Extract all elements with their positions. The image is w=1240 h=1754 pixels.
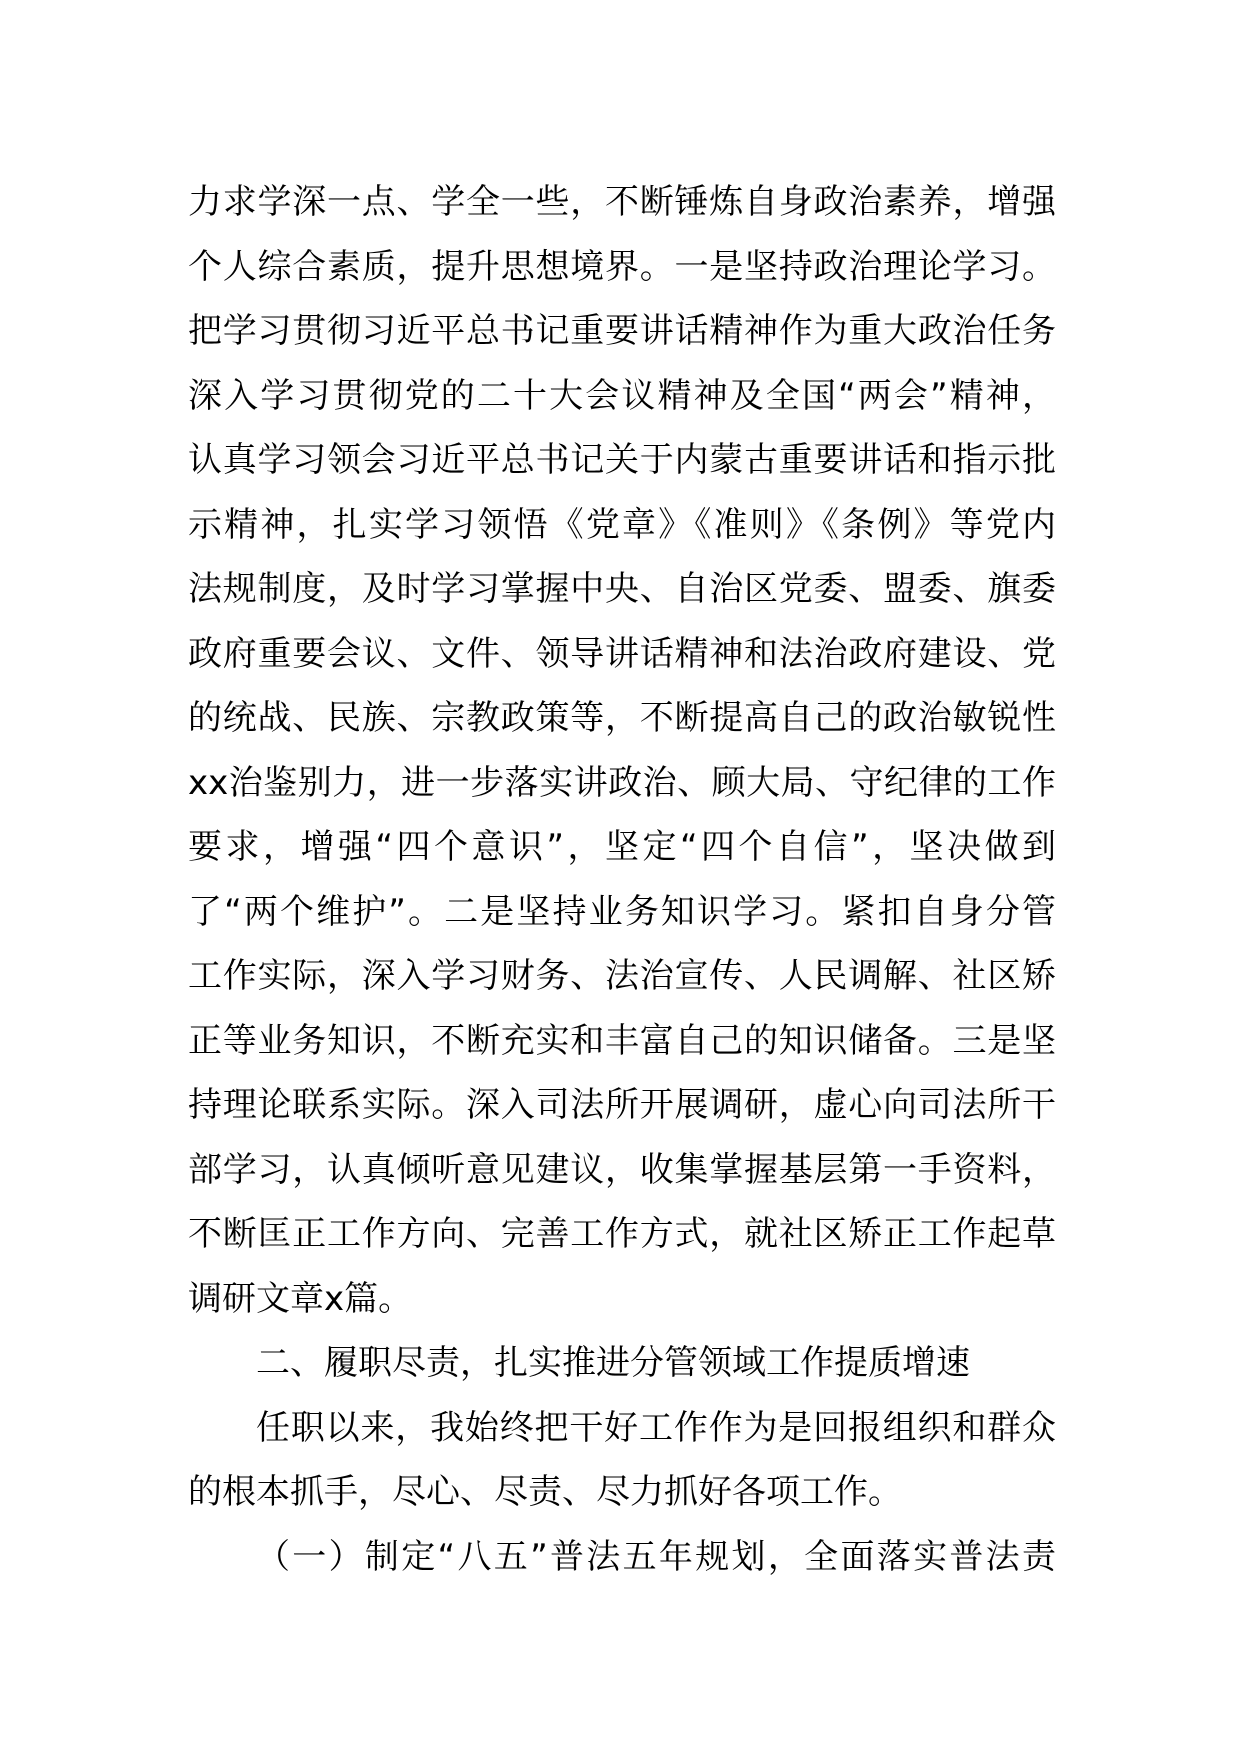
section-heading: 二、履职尽责，扎实推进分管领域工作提质增速	[256, 1343, 970, 1383]
body-line: 要求，增强“四个意识”，坚定“四个自信”，坚决做到	[188, 827, 1056, 867]
body-line: 力求学深一点、学全一些，不断锤炼自身政治素养，增强	[188, 182, 1056, 222]
body-line: 认真学习领会习近平总书记关于内蒙古重要讲话和指示批	[188, 440, 1056, 480]
body-line: 不断匡正工作方向、完善工作方式，就社区矫正工作起草	[188, 1214, 1056, 1254]
body-line: xx治鉴别力，进一步落实讲政治、顾大局、守纪律的工作	[188, 762, 1056, 803]
body-line: 了“两个维护”。二是坚持业务知识学习。紧扣自身分管	[188, 891, 1056, 932]
body-line: 正等业务知识，不断充实和丰富自己的知识储备。三是坚	[188, 1020, 1056, 1061]
body-line: 示精神，扎实学习领悟《党章》《准则》《条例》等党内	[188, 504, 1056, 545]
body-line: 个人综合素质，提升思想境界。一是坚持政治理论学习。	[188, 246, 1056, 287]
paragraph-line: 的根本抓手，尽心、尽责、尽力抓好各项工作。	[188, 1472, 902, 1512]
body-line: 的统战、民族、宗教政策等，不断提高自己的政治敏锐性	[188, 698, 1056, 738]
body-line: 深入学习贯彻党的二十大会议精神及全国“两会”精神，	[188, 375, 1056, 416]
body-line: 工作实际，深入学习财务、法治宣传、人民调解、社区矫	[188, 956, 1056, 996]
document-body	[188, 170, 1056, 1589]
body-line: 部学习，认真倾听意见建议，收集掌握基层第一手资料，	[188, 1149, 1056, 1190]
body-line: 法规制度，及时学习掌握中央、自治区党委、盟委、旗委	[188, 569, 1056, 609]
body-line: 政府重要会议、文件、领导讲话精神和法治政府建设、党	[188, 633, 1056, 674]
body-line: 调研文章x篇。	[188, 1278, 413, 1319]
subsection-heading: （一）制定“八五”普法五年规划，全面落实普法责	[256, 1536, 1056, 1577]
body-line: 持理论联系实际。深入司法所开展调研，虚心向司法所干	[188, 1085, 1056, 1125]
paragraph-line: 任职以来，我始终把干好工作作为是回报组织和群众	[256, 1407, 1056, 1448]
body-line: 把学习贯彻习近平总书记重要讲话精神作为重大政治任务	[188, 311, 1056, 351]
